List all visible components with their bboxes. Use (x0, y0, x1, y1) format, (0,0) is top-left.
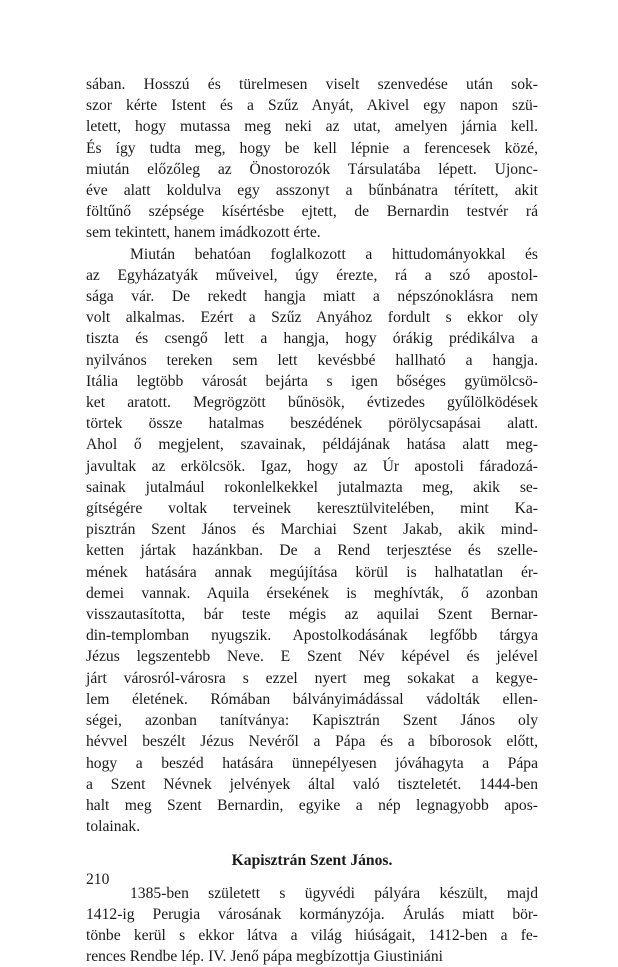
text-line: hévvel beszélt Jézus Nevéről a Pápa és a bíborosok előtt, (86, 733, 538, 751)
text-line: az Egyházatyák műveivel, úgy érezte, rá a szó apostol- (86, 266, 538, 284)
text-line: járt városról-városra s ezzel nyert meg sokakat a kegye- (86, 669, 538, 687)
text-line: Jézus legszentebb Neve. E Szent Név képével és jelével (86, 648, 538, 666)
text-line: tolainak. (86, 818, 141, 836)
text-line: mének hatására annak megújítása körül is halhatatlan ér- (86, 563, 538, 581)
text-line: ket aratott. Megrögzött bűnösök, évtizedes gyűlölködések (86, 394, 538, 412)
page-body (86, 74, 538, 967)
text-line: a Szent Névnek jelvények által való tiszteletét. 1444-ben (86, 775, 538, 793)
text-line: sem tekintett, hanem imádkozott érte. (86, 224, 321, 242)
text-line: hogy a beszéd hatására ünnepélyesen jóváhagyta a Pápa (86, 754, 538, 772)
text-line: din-templomban nyugszik. Apostolkodásának legfőbb tárgya (86, 627, 538, 645)
text-line: tiszta és csengő lett a hangja, hogy órákig prédikálva a (86, 330, 538, 348)
text-line: Itália legtöbb városát bejárta s igen bőséges gyümölcsö- (86, 372, 538, 390)
text-line: És így tudta meg, hogy be kell lépnie a ferencesek közé, (86, 139, 538, 157)
text-line: sága vár. De rekedt hangja miatt a népszónoklásra nem (86, 288, 538, 306)
text-line: miután előzőleg az Önostorozók Társulatába lépett. Ujonc- (86, 160, 538, 178)
text-line: sainak jutalmául rokonlelkekkel jutalmazta meg, akik se- (86, 478, 538, 496)
text-line: gítségére voltak terveinek keresztülvitelében, mint Ka- (86, 500, 538, 518)
text-line: lem életének. Rómában bálványimádással vádolták ellen- (86, 690, 538, 708)
text-line: javultak az erkölcsök. Igaz, hogy az Úr apostoli fáradozá- (86, 457, 538, 475)
text-line: demei vannak. Aquila érsekének is meghívták, ő azonban (86, 584, 538, 602)
text-line: törtek össze hatalmas beszédének pörölycsapásai alatt. (86, 415, 538, 433)
paragraph-3 (86, 883, 538, 967)
text-line: éve alatt koldulva egy asszonyt a bűnbánatra térített, akit (86, 182, 538, 200)
text-line: visszautasította, bár teste mégis az aquilai Szent Bernar- (86, 606, 538, 624)
text-line: Ahol ő megjelent, szavainak, példájának hatása alatt meg- (86, 436, 538, 454)
text-line: 1385-ben született s ügyvédi pályára készült, majd (130, 884, 538, 902)
text-line: szor kérte Istent és a Szűz Anyát, Akivel egy napon szü- (86, 97, 538, 115)
page-number: 210 (86, 871, 110, 888)
text-line: ketten jártak hazánkban. De a Rend terjesztése és szelle- (86, 542, 538, 560)
text-line: volt alkalmas. Ezért a Szűz Anyához fordult s ekkor oly (86, 309, 538, 327)
text-line: rences Rendbe lép. IV. Jenő pápa megbízottja Giustiniáni (86, 948, 443, 966)
text-line: ségei, azonban tanítványa: Kapisztrán Szent János oly (86, 712, 538, 730)
text-line: Miután behatóan foglalkozott a hittudományokkal és (130, 245, 538, 263)
text-line: nyilvános tereken sem lett kevésbbé hallható a hangja. (86, 351, 538, 369)
text-line: letett, hogy mutassa meg neki az utat, amelyen járnia kell. (86, 118, 538, 136)
text-line: pisztrán Szent János és Marchiai Szent Jakab, akik mind- (86, 521, 538, 539)
text-line: föltűnő szépsége kísértésbe ejtett, de Bernardin testvér rá (86, 203, 538, 221)
text-line: sában. Hosszú és türelmesen viselt szenvedése után sok- (86, 76, 538, 93)
paragraph-2 (86, 244, 538, 838)
paragraph-1 (86, 74, 538, 244)
text-line: halt meg Szent Bernardin, egyike a nép legnagyobb apos- (86, 796, 538, 814)
text-line: 1412-ig Perugia városának kormányzója. Árulás miatt bör- (86, 905, 538, 923)
text-line: tönbe kerül s ekkor látva a világ hiúságait, 1412-ben a fe- (86, 926, 538, 944)
section-heading: Kapisztrán Szent János. (231, 852, 393, 870)
